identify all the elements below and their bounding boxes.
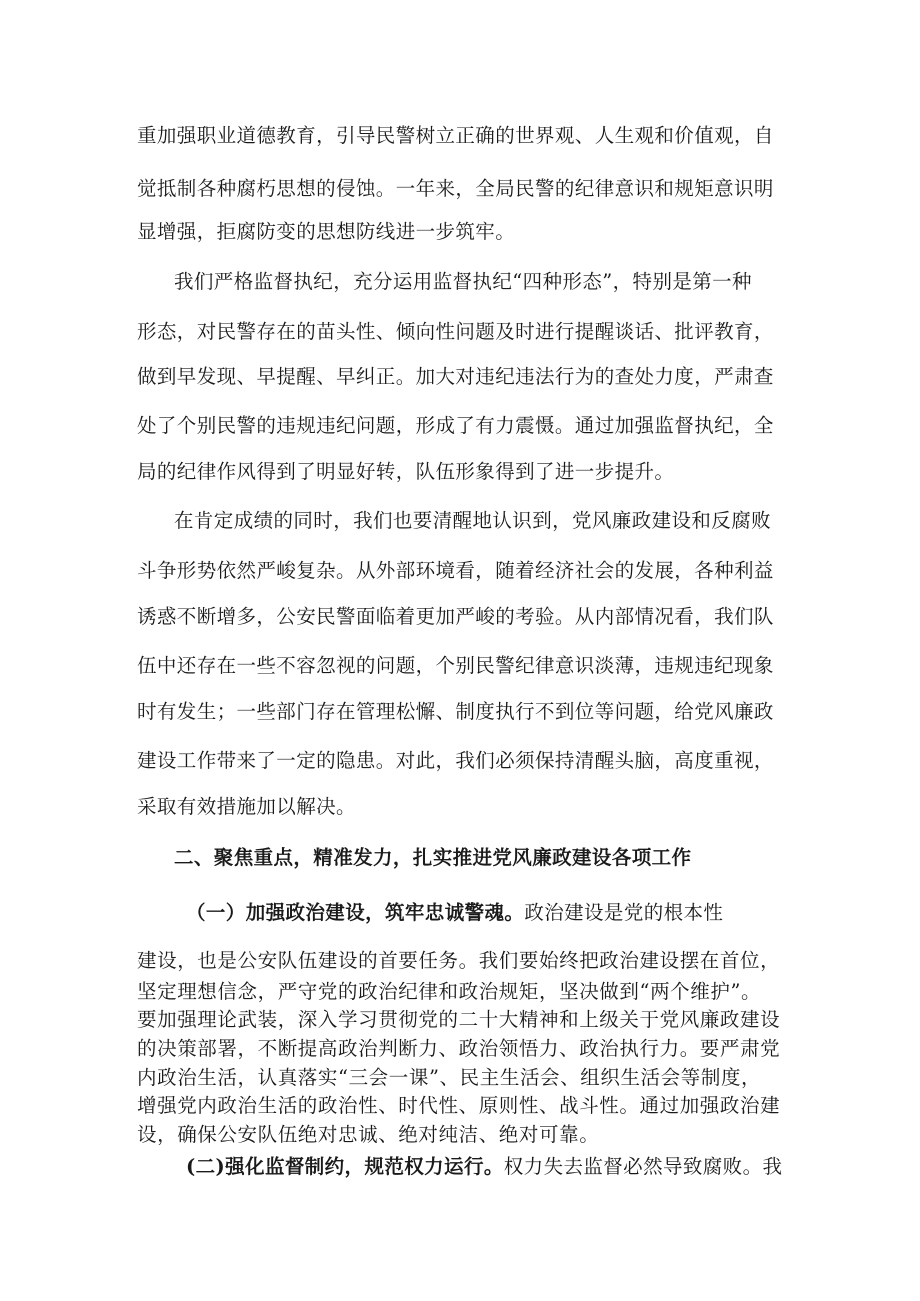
text-line: 坚定理想信念，严守党的政治纪律和政治规矩，坚决做到“两个维护”。 <box>137 980 762 1003</box>
text-line: 我们严格监督执纪，充分运用监督执纪“四种形态”，特别是第一种 <box>174 270 752 293</box>
item-2-heading-line <box>186 1151 782 1179</box>
item-1-heading-line <box>186 897 723 925</box>
item-2-heading: (二)强化监督制约，规范权力运行。 <box>186 1155 504 1178</box>
text-line: 做到早发现、早提醒、早纠正。加大对违纪违法行为的查处力度，严肃查 <box>137 365 774 388</box>
text-line: 伍中还存在一些不容忽视的问题，个别民警纪律意识淡薄，违规违纪现象 <box>137 654 774 677</box>
text-line: 设，确保公安队伍绝对忠诚、绝对纯洁、绝对可靠。 <box>137 1123 600 1146</box>
text-line: 建设工作带来了一定的隐患。对此，我们必须保持清醒头脑，高度重视， <box>137 749 774 772</box>
text-line: 的决策部署，不断提高政治判断力、政治领悟力、政治执行力。要严肃党 <box>137 1037 781 1060</box>
text-line: 斗争形势依然严峻复杂。从外部环境看，随着经济社会的发展，各种利益 <box>137 559 774 582</box>
item-1-heading-rest: 政治建设是党的根本性 <box>524 901 724 924</box>
text-line: 要加强理论武装，深入学习贯彻党的二十大精神和上级关于党风廉政建设 <box>137 1008 781 1031</box>
text-line: 重加强职业道德教育，引导民警树立正确的世界观、人生观和价值观，自 <box>137 124 774 147</box>
text-line: 显增强，拒腐防变的思想防线进一步筑牢。 <box>137 220 516 243</box>
text-line: 在肯定成绩的同时，我们也要清醒地认识到，党风廉政建设和反腐败 <box>174 509 772 532</box>
text-line: 局的纪律作风得到了明显好转，队伍形象得到了进一步提升。 <box>137 460 675 483</box>
section-heading: 二、聚焦重点，精准发力，扎实推进党风廉政建设各项工作 <box>174 846 692 869</box>
text-line: 形态，对民警存在的苗头性、倾向性问题及时进行提醒谈话、批评教育， <box>137 320 774 343</box>
text-line: 增强党内政治生活的政治性、时代性、原则性、战斗性。通过加强政治建 <box>137 1094 781 1117</box>
text-line: 内政治生活，认真落实“三会一课”、民主生活会、组织生活会等制度， <box>137 1066 762 1089</box>
text-line: 诱惑不断增多，公安民警面临着更加严峻的考验。从内部情况看，我们队 <box>137 605 774 628</box>
item-2-heading-rest: 权力失去监督必然导致腐败。我 <box>503 1155 783 1178</box>
text-line: 建设，也是公安队伍建设的首要任务。我们要始终把政治建设摆在首位， <box>137 949 781 972</box>
text-line: 处了个别民警的违规违纪问题，形成了有力震慑。通过加强监督执纪，全 <box>137 414 774 437</box>
text-line: 采取有效措施加以解决。 <box>137 795 356 818</box>
text-line: 时有发生；一些部门存在管理松懈、制度执行不到位等问题，给党风廉政 <box>137 700 774 723</box>
item-1-heading: （一）加强政治建设，筑牢忠诚警魂。 <box>186 901 525 924</box>
text-line: 觉抵制各种腐朽思想的侵蚀。一年来，全局民警的纪律意识和规矩意识明 <box>137 177 774 200</box>
